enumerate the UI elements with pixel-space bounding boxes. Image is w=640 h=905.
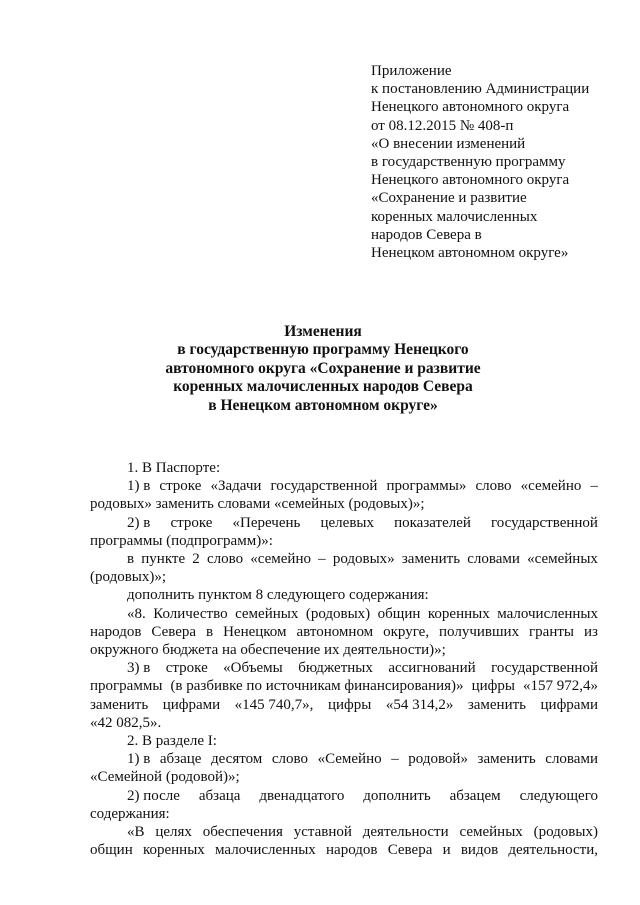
title-line: коренных малочисленных народов Севера bbox=[173, 378, 473, 396]
word: – bbox=[318, 551, 326, 568]
word: «семейных bbox=[527, 551, 598, 568]
word: строке bbox=[170, 514, 213, 531]
paragraph-line bbox=[90, 477, 598, 495]
word: семейных bbox=[459, 824, 523, 841]
word: словами bbox=[545, 751, 598, 768]
word: округе, bbox=[383, 623, 430, 640]
word: (родовых) bbox=[305, 605, 371, 622]
word: «семейно bbox=[250, 551, 311, 568]
word: цифрами bbox=[540, 696, 598, 713]
word: «145 740,7», bbox=[234, 696, 314, 713]
word: абзаца bbox=[198, 787, 241, 804]
paragraph-line bbox=[90, 823, 598, 841]
appendix-header bbox=[371, 62, 621, 262]
word: заменить bbox=[467, 696, 527, 713]
word: «54 314,2» bbox=[385, 696, 454, 713]
word: – bbox=[590, 478, 598, 495]
word: «Задачи bbox=[210, 478, 262, 495]
word: гранты bbox=[529, 623, 575, 640]
word: словами bbox=[467, 551, 520, 568]
word: 1) в bbox=[127, 751, 151, 768]
word: пункте bbox=[141, 551, 186, 568]
appendix-line: от 08.12.2015 № 408-п bbox=[371, 117, 514, 134]
word: общин bbox=[90, 842, 133, 859]
word: программы bbox=[90, 678, 163, 695]
word: народов bbox=[90, 623, 142, 640]
paragraph-line: родовых» заменить словами «семейных (родовых)»; bbox=[90, 496, 425, 513]
word: 3) в bbox=[127, 660, 151, 677]
paragraph-line bbox=[90, 623, 598, 641]
word: «157 972,4» bbox=[522, 678, 598, 695]
appendix-line: Ненецкого автономного округа bbox=[371, 99, 570, 116]
word: деятельности, bbox=[508, 842, 598, 859]
title-line: в Ненецком автономном округе» bbox=[208, 396, 438, 414]
word: целях bbox=[155, 824, 192, 841]
paragraph-line bbox=[90, 659, 598, 677]
word: заменить bbox=[90, 696, 149, 713]
word: дополнить bbox=[363, 787, 431, 804]
word: абзаце bbox=[159, 751, 202, 768]
word: ассигнований bbox=[388, 660, 476, 677]
word: малочисленных bbox=[215, 842, 316, 859]
word: общин bbox=[377, 605, 421, 622]
word: 2) после bbox=[127, 787, 180, 804]
word: видов bbox=[460, 842, 499, 859]
paragraph-line bbox=[90, 550, 598, 568]
word: родовой» bbox=[408, 751, 468, 768]
word: в bbox=[206, 623, 214, 640]
word: 2) в bbox=[127, 514, 151, 531]
word: «Перечень bbox=[232, 514, 301, 531]
word: слово bbox=[271, 751, 308, 768]
section-heading: 2. В разделе I: bbox=[127, 733, 217, 750]
word: народов bbox=[326, 842, 378, 859]
paragraph-line bbox=[90, 787, 598, 805]
word: родовых» bbox=[332, 551, 395, 568]
word: строке bbox=[159, 478, 202, 495]
word: «Объемы bbox=[223, 660, 283, 677]
word: государственной bbox=[491, 514, 598, 531]
word: 1) в bbox=[127, 478, 151, 495]
document-title bbox=[130, 323, 516, 415]
word: целевых bbox=[320, 514, 374, 531]
word: Севера bbox=[151, 623, 197, 640]
word: Севера bbox=[387, 842, 433, 859]
word: Ненецком bbox=[223, 623, 287, 640]
paragraph-line bbox=[90, 605, 598, 623]
paragraph-line: «42 082,5». bbox=[90, 714, 162, 731]
appendix-line: в государственную программу bbox=[371, 154, 566, 171]
word: получивших bbox=[439, 623, 520, 640]
word: (в разбивке по источникам финансирования)» bbox=[170, 678, 464, 695]
word: государственной bbox=[491, 660, 598, 677]
word: десятом bbox=[211, 751, 263, 768]
paragraph-line: дополнить пунктом 8 следующего содержания: bbox=[127, 587, 429, 604]
paragraph-line: «Семейной (родовой)»; bbox=[90, 769, 240, 786]
section-heading: 1. В Паспорте: bbox=[127, 460, 221, 476]
word: абзацем bbox=[449, 787, 501, 804]
word: обеспечения bbox=[202, 824, 283, 841]
word: двенадцатого bbox=[259, 787, 345, 804]
word: цифрами bbox=[162, 696, 221, 713]
word: – bbox=[391, 751, 399, 768]
paragraph-line: содержания: bbox=[90, 805, 170, 822]
paragraph-line bbox=[90, 841, 598, 859]
word: «В bbox=[127, 824, 145, 841]
word: слово bbox=[475, 478, 512, 495]
paragraph-line: окружного бюджета на обеспечение их деятельности)»; bbox=[90, 642, 446, 659]
word: из bbox=[583, 623, 598, 640]
word: цифры bbox=[471, 678, 515, 695]
paragraph-line bbox=[90, 696, 598, 714]
word: «семейно bbox=[520, 478, 582, 495]
appendix-line: Ненецкого автономного округа bbox=[371, 172, 570, 189]
paragraph-line bbox=[90, 677, 598, 695]
word: Количество bbox=[153, 605, 228, 622]
word: заменить bbox=[477, 751, 536, 768]
appendix-line: «О внесении изменений bbox=[371, 135, 526, 152]
appendix-line: «Сохранение и развитие bbox=[371, 190, 527, 207]
paragraph-line bbox=[90, 750, 598, 768]
word: бюджетных bbox=[298, 660, 373, 677]
appendix-line: Ненецком автономном округе» bbox=[371, 245, 569, 262]
word: следующего bbox=[519, 787, 598, 804]
word: программы» bbox=[386, 478, 467, 495]
document-body bbox=[90, 459, 598, 859]
word: автономном bbox=[296, 623, 374, 640]
title-line: автономного округа «Сохранение и развитие bbox=[165, 359, 481, 377]
word: (родовых) bbox=[533, 824, 598, 841]
word: заменить bbox=[401, 551, 461, 568]
paragraph-line bbox=[90, 514, 598, 532]
word: цифры bbox=[327, 696, 372, 713]
paragraph-line: программы (подпрограмм)»: bbox=[90, 532, 273, 549]
word: «Семейно bbox=[317, 751, 382, 768]
word: государственной bbox=[270, 478, 378, 495]
word: и bbox=[442, 842, 451, 859]
word: деятельности bbox=[362, 824, 449, 841]
appendix-line: народов Севера в bbox=[371, 226, 482, 243]
paragraph-line: (родовых)»; bbox=[90, 569, 167, 586]
title-line: в государственную программу Ненецкого bbox=[177, 341, 469, 359]
word: коренных bbox=[427, 605, 490, 622]
word: в bbox=[127, 551, 135, 568]
word: семейных bbox=[235, 605, 299, 622]
word: малочисленных bbox=[497, 605, 598, 622]
word: показателей bbox=[394, 514, 471, 531]
word: 2 bbox=[192, 551, 200, 568]
appendix-line: Приложение bbox=[371, 63, 452, 79]
word: коренных bbox=[142, 842, 205, 859]
title-line: Изменения bbox=[284, 323, 362, 340]
appendix-line: коренных малочисленных bbox=[371, 208, 538, 225]
appendix-line: к постановлению Администрации bbox=[371, 81, 590, 98]
word: уставной bbox=[293, 824, 352, 841]
word: слово bbox=[206, 551, 244, 568]
word: строке bbox=[165, 660, 208, 677]
word: «8. bbox=[127, 605, 146, 622]
